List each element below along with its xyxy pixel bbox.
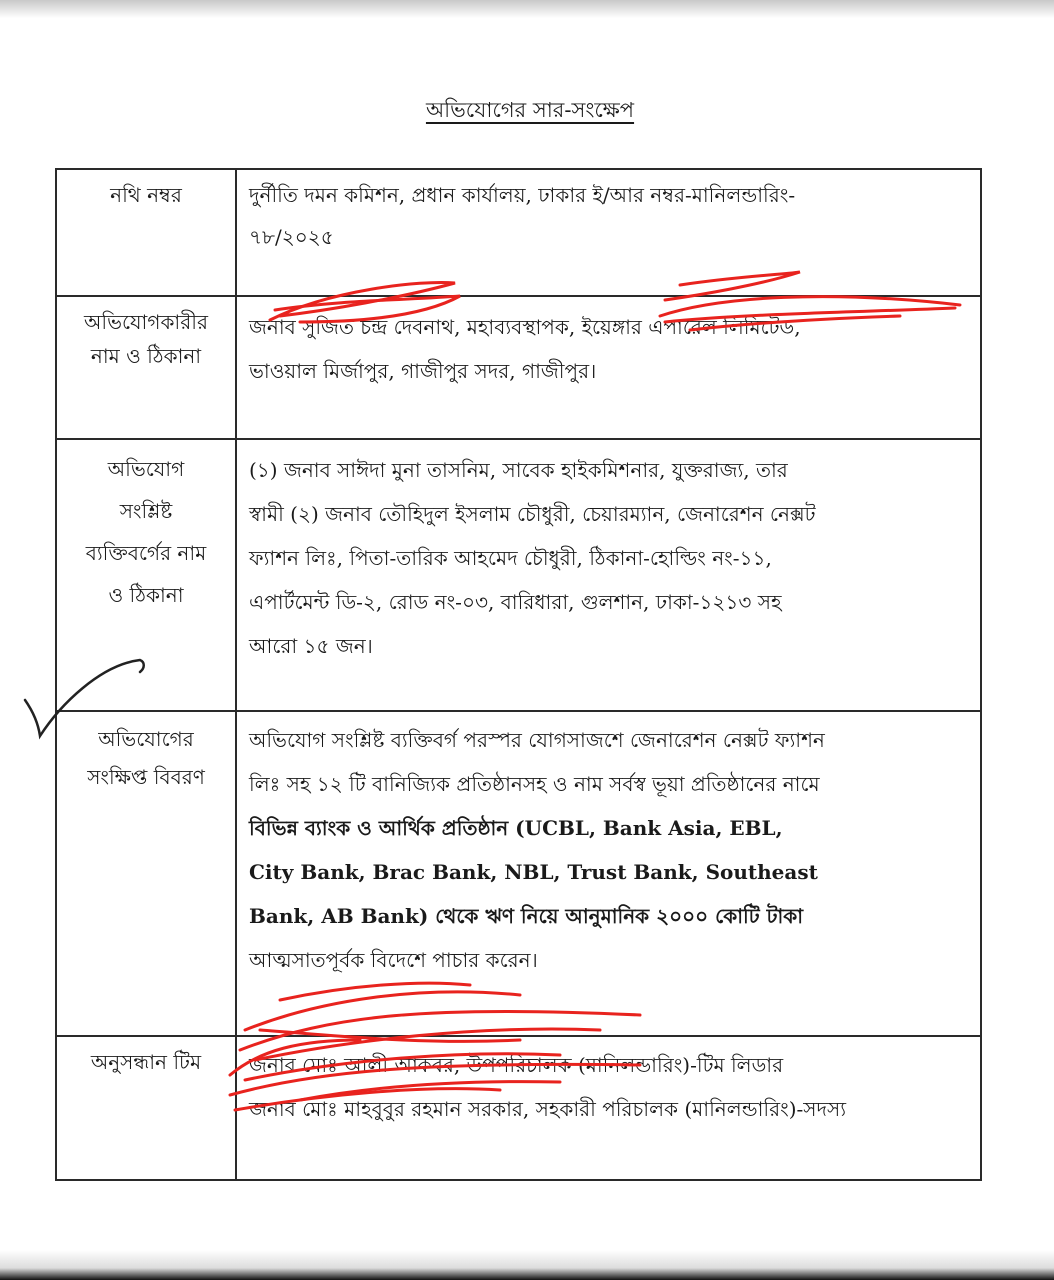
row-value: জনাব সুজিত চন্দ্র দেবনাথ, মহাব্যবস্থাপক, ইয়েঙ্গার এপারেল লিমিটেড, ভাওয়াল মির্জাপুর, গাজীপুর সদর, গাজীপুর।	[236, 296, 981, 439]
row-label: নথি নম্বর	[56, 169, 236, 296]
row-label: অভিযোগ সংশ্লিষ্ট ব্যক্তিবর্গের নাম ও ঠিকানা	[56, 439, 236, 711]
row-value: অভিযোগ সংশ্লিষ্ট ব্যক্তিবর্গ পরস্পর যোগসাজশে জেনারেশন নেক্সট ফ্যাশন লিঃ সহ ১২ টি বানিজ্যিক প্রতিষ্ঠানসহ ও নাম সর্বস্ব ভূয়া প্রতিষ্ঠানের নামে বিভিন্ন ব্যাংক ও আর্থিক প্রতিষ্ঠান (UCBL, Bank Asia, EBL, City Bank, Brac Bank, NBL, Trust Bank, Southeast Bank, AB Bank) থেকে ঋণ নিয়ে আনুমানিক ২০০০ কোটি টাকা আত্মসাতপূর্বক বিদেশে পাচার করেন।	[236, 711, 981, 1036]
row-label: অভিযোগের সংক্ষিপ্ত বিবরণ	[56, 711, 236, 1036]
scan-bottom-shadow	[0, 1250, 1054, 1280]
table-row-file-number	[56, 169, 981, 296]
complaint-summary-table	[55, 168, 982, 1181]
table-row-description	[56, 711, 981, 1036]
row-label: অনুসন্ধান টিম	[56, 1036, 236, 1180]
table-row-accused	[56, 439, 981, 711]
row-value: (১) জনাব সাঈদা মুনা তাসনিম, সাবেক হাইকমিশনার, যুক্তরাজ্য, তার স্বামী (২) জনাব তৌহিদুল ইসলাম চৌধুরী, চেয়ারম্যান, জেনারেশন নেক্সট ফ্যাশন লিঃ, পিতা-তারিক আহমেদ চৌধুরী, ঠিকানা-হোল্ডিং নং-১১, এপার্টমেন্ট ডি-২, রোড নং-০৩, বারিধারা, গুলশান, ঢাকা-১২১৩ সহ আরো ১৫ জন।	[236, 439, 981, 711]
table-row-investigation-team	[56, 1036, 981, 1180]
row-value: জনাব মোঃ আলী আকবর, উপপরিচালক (মানিলন্ডারিং)-টিম লিডার জনাব মোঃ মাহবুবুর রহমান সরকার, সহকারী পরিচালক (মানিলন্ডারিং)-সদস্য	[236, 1036, 981, 1180]
row-label: অভিযোগকারীর নাম ও ঠিকানা	[56, 296, 236, 439]
row-value: দুর্নীতি দমন কমিশন, প্রধান কার্যালয়, ঢাকার ই/আর নম্বর-মানিলন্ডারিং- ৭৮/২০২৫	[236, 169, 981, 296]
table-row-complainant	[56, 296, 981, 439]
scan-top-shadow	[0, 0, 1054, 18]
document-title: অভিযোগের সার-সংক্ষেপ	[425, 98, 635, 122]
